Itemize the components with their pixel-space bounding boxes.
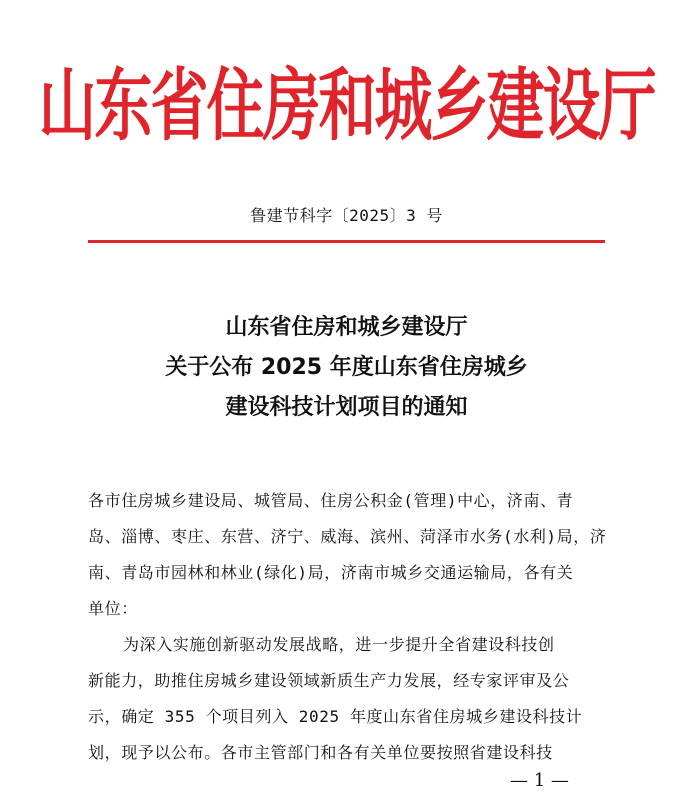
body-line: 岛、淄博、枣庄、东营、济宁、威海、滨州、菏泽市水务(水利)局，济 xyxy=(88,527,607,546)
body-line: 各市住房城乡建设局、城管局、住房公积金(管理)中心，济南、青 xyxy=(88,491,574,510)
notice-body xyxy=(88,483,605,771)
title-line-3: 建设科技计划项目的通知 xyxy=(225,395,468,420)
red-divider-rule xyxy=(88,240,605,243)
body-line: 为深入实施创新驱动发展战略，进一步提升全省建设科技创 xyxy=(123,635,555,654)
issuer-masthead: 山东省住房和城乡建设厅 xyxy=(38,59,655,152)
title-line-2: 关于公布 2025 年度山东省住房城乡 xyxy=(165,355,528,380)
body-line: 新能力，助推住房城乡建设领域新质生产力发展，经专家评审及公 xyxy=(88,671,570,690)
notice-title xyxy=(0,308,693,428)
body-line: 单位： xyxy=(88,599,138,618)
title-line-1: 山东省住房和城乡建设厅 xyxy=(225,315,468,340)
body-line: 示，确定 355 个项目列入 2025 年度山东省住房城乡建设科技计 xyxy=(88,707,583,726)
body-line: 划，现予以公布。各市主管部门和各有关单位要按照省建设科技 xyxy=(88,743,553,762)
page-number: — 1 — xyxy=(510,770,569,791)
document-number: 鲁建节科字〔2025〕3 号 xyxy=(250,206,443,225)
body-line: 南、青岛市园林和林业(绿化)局，济南市城乡交通运输局，各有关 xyxy=(88,563,574,582)
